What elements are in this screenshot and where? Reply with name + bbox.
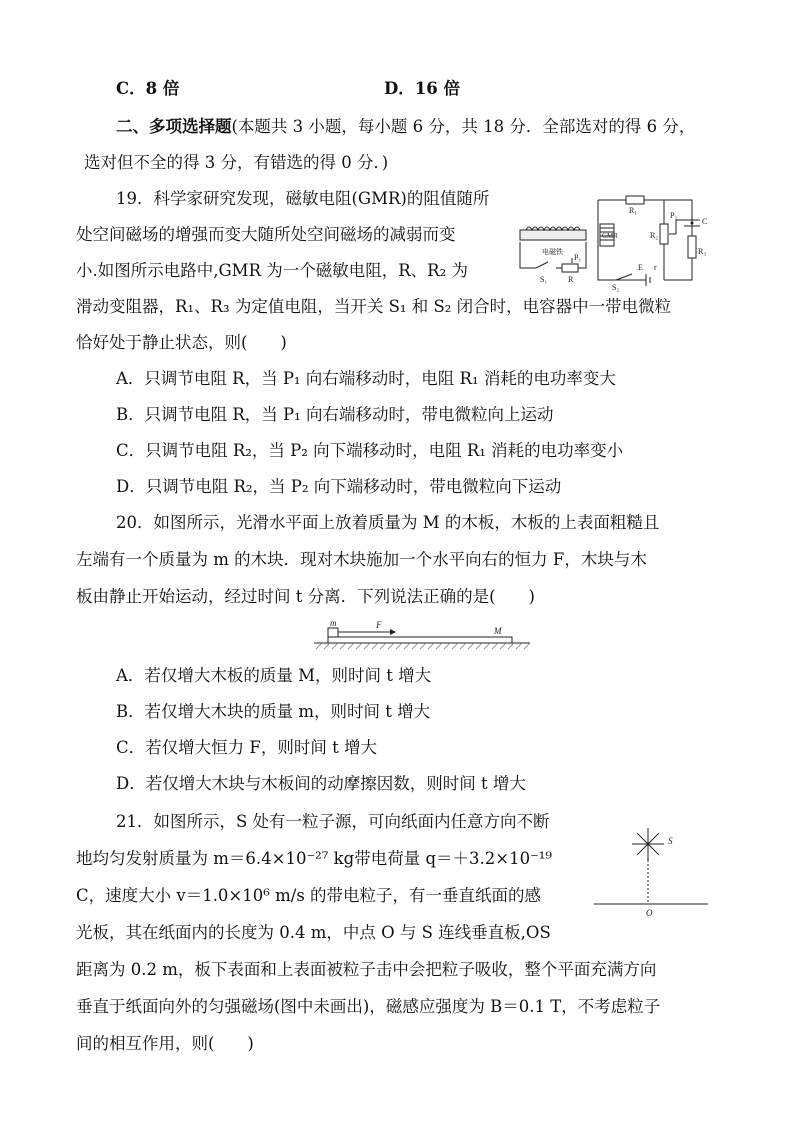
- label-f: F: [376, 620, 382, 630]
- q20-option-d: D．若仅增大木块与木板间的动摩擦因数，则时间 t 增大: [116, 774, 526, 793]
- q20-board-figure: [310, 618, 534, 654]
- label-p1: P₁: [574, 253, 582, 262]
- q21-line-2: 地均匀发射质量为 m＝6.4×10⁻²⁷ kg带电荷量 q＝＋3.2×10⁻¹⁹: [76, 849, 553, 868]
- label-m-small: m: [330, 618, 337, 628]
- section-heading: 二、多项选择题: [116, 117, 232, 136]
- q20-line-2: 左端有一个质量为 m 的木块．现对木块施加一个水平向右的恒力 F，木块与木: [76, 550, 647, 569]
- label-r3: R₃: [698, 247, 707, 256]
- q19-line-2: 处空间磁场的增强而变大随所处空间磁场的减弱而变: [76, 225, 456, 244]
- q19-circuit-figure: [516, 190, 716, 292]
- q20-option-b: B．若仅增大木块的质量 m，则时间 t 增大: [116, 702, 431, 721]
- label-c: C: [702, 217, 708, 226]
- label-p2: P₂: [670, 211, 678, 220]
- label-o: O: [646, 908, 653, 918]
- label-r-small: r: [654, 263, 657, 272]
- label-magnet: 电磁铁: [542, 248, 563, 256]
- label-r2: R₂: [650, 231, 659, 240]
- q19-line-1: 19．科学家研究发现，磁敏电阻(GMR)的阻值随所: [116, 189, 490, 208]
- q19-option-d: D．只调节电阻 R₂，当 P₂ 向下端移动时，带电微粒向下运动: [116, 477, 562, 496]
- label-gmr: GMR: [602, 232, 618, 240]
- q19-line-3: 小.如图所示电路中,GMR 为一个磁敏电阻，R、R₂ 为: [76, 261, 468, 280]
- section-rule-2: 选对但不全的得 3 分，有错选的得 0 分．): [84, 153, 389, 172]
- q19-line-4: 滑动变阻器，R₁、R₃ 为定值电阻，当开关 S₁ 和 S₂ 闭合时，电容器中一带电微粒: [76, 297, 672, 316]
- option-c-prev: C．8 倍: [116, 79, 180, 98]
- label-r1: R₁: [629, 206, 638, 215]
- q21-source-figure: [590, 822, 714, 922]
- option-d-prev: D．16 倍: [384, 79, 461, 98]
- q21-line-3: C，速度大小 v＝1.0×10⁶ m/s 的带电粒子，有一垂直纸面的感: [76, 886, 542, 905]
- q20-option-c: C．若仅增大恒力 F，则时间 t 增大: [116, 738, 377, 757]
- label-s1: S₁: [540, 275, 548, 284]
- q20-line-1: 20．如图所示，光滑水平面上放着质量为 M 的木板，木板的上表面粗糙且: [116, 513, 660, 532]
- q21-line-6: 垂直于纸面向外的匀强磁场(图中未画出)，磁感应强度为 B＝0.1 T，不考虑粒子: [76, 997, 661, 1016]
- q19-line-5: 恰好处于静止状态，则( ): [76, 333, 287, 352]
- q21-line-1: 21．如图所示，S 处有一粒子源，可向纸面内任意方向不断: [116, 812, 550, 831]
- section-rule-1: (本题共 3 小题，每小题 6 分，共 18 分．全部选对的得 6 分，: [231, 117, 696, 136]
- q19-option-a: A．只调节电阻 R，当 P₁ 向右端移动时，电阻 R₁ 消耗的电功率变大: [116, 369, 616, 388]
- label-r: R: [568, 275, 574, 284]
- label-m-large: M: [494, 626, 502, 636]
- section-header: [116, 116, 695, 138]
- q19-option-b: B．只调节电阻 R，当 P₁ 向右端移动时，带电微粒向上运动: [116, 405, 554, 424]
- label-s2: S₂: [612, 283, 620, 292]
- q21-line-7: 间的相互作用，则( ): [76, 1034, 254, 1053]
- label-e: E: [638, 263, 643, 272]
- q20-line-3: 板由静止开始运动，经过时间 t 分离．下列说法正确的是( ): [76, 587, 535, 606]
- q19-option-c: C．只调节电阻 R₂，当 P₂ 向下端移动时，电阻 R₁ 消耗的电功率变小: [116, 441, 624, 460]
- q20-option-a: A．若仅增大木板的质量 M，则时间 t 增大: [116, 666, 432, 685]
- q21-line-4: 光板，其在纸面内的长度为 0.4 m，中点 O 与 S 连线垂直板,OS: [76, 923, 551, 942]
- q21-line-5: 距离为 0.2 m，板下表面和上表面被粒子击中会把粒子吸收，整个平面充满方向: [76, 960, 657, 979]
- label-s: S: [668, 836, 673, 846]
